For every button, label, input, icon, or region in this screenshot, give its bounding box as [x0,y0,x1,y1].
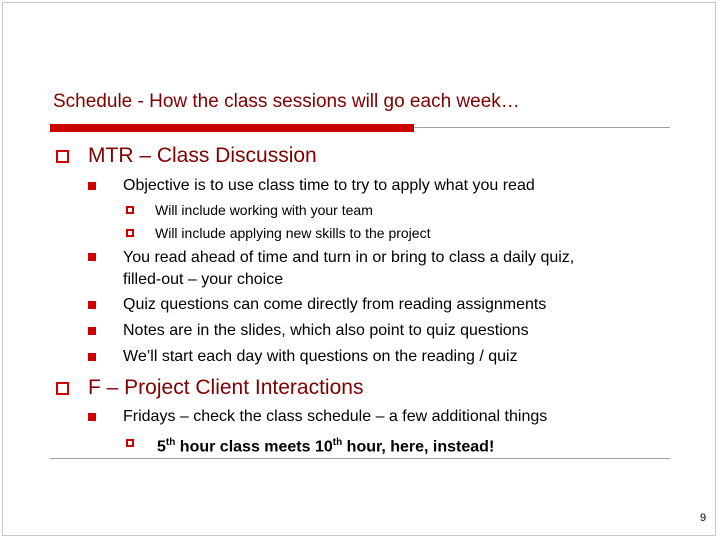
bullet-icon [88,182,96,190]
list-item: Notes are in the slides, which also point to quiz questions [123,322,529,339]
slide-title: Schedule - How the class sessions will go each week… [53,91,520,112]
list-item: Fridays – check the class schedule – a few additional things [123,408,548,425]
bullet-icon [88,413,96,421]
superscript: th [165,437,176,448]
sub-bullet-icon [126,206,134,214]
sub-bullet-icon [126,229,134,237]
sub-list-item-emphasis [157,433,494,457]
title-rule-red [50,124,414,132]
section-bullet-icon [56,382,69,395]
bullet-icon [88,253,96,261]
text-part: hour, here, instead! [342,438,495,456]
text-part: hour class meets 10 [175,438,333,456]
superscript: th [332,437,343,448]
list-item: Quiz questions can come directly from reading assignments [123,296,547,313]
sub-bullet-icon [126,439,134,447]
list-item: Objective is to use class time to try to apply what you read [123,177,535,194]
section-bullet-icon [56,150,69,163]
bottom-rule [50,458,670,459]
bullet-icon [88,301,96,309]
list-item-line1: You read ahead of time and turn in or bring to class a daily quiz, [123,249,575,266]
page-number: 9 [700,512,707,524]
bullet-icon [88,353,96,361]
text-part: 5 [157,438,166,456]
bullet-icon [88,327,96,335]
list-item: We’ll start each day with questions on the reading / quiz [123,348,518,365]
sub-list-item: Will include applying new skills to the project [155,225,431,241]
sub-list-item: Will include working with your team [155,202,373,218]
section-heading: MTR – Class Discussion [88,144,317,167]
section-heading: F – Project Client Interactions [88,376,364,399]
list-item-line2: filled-out – your choice [123,271,284,288]
